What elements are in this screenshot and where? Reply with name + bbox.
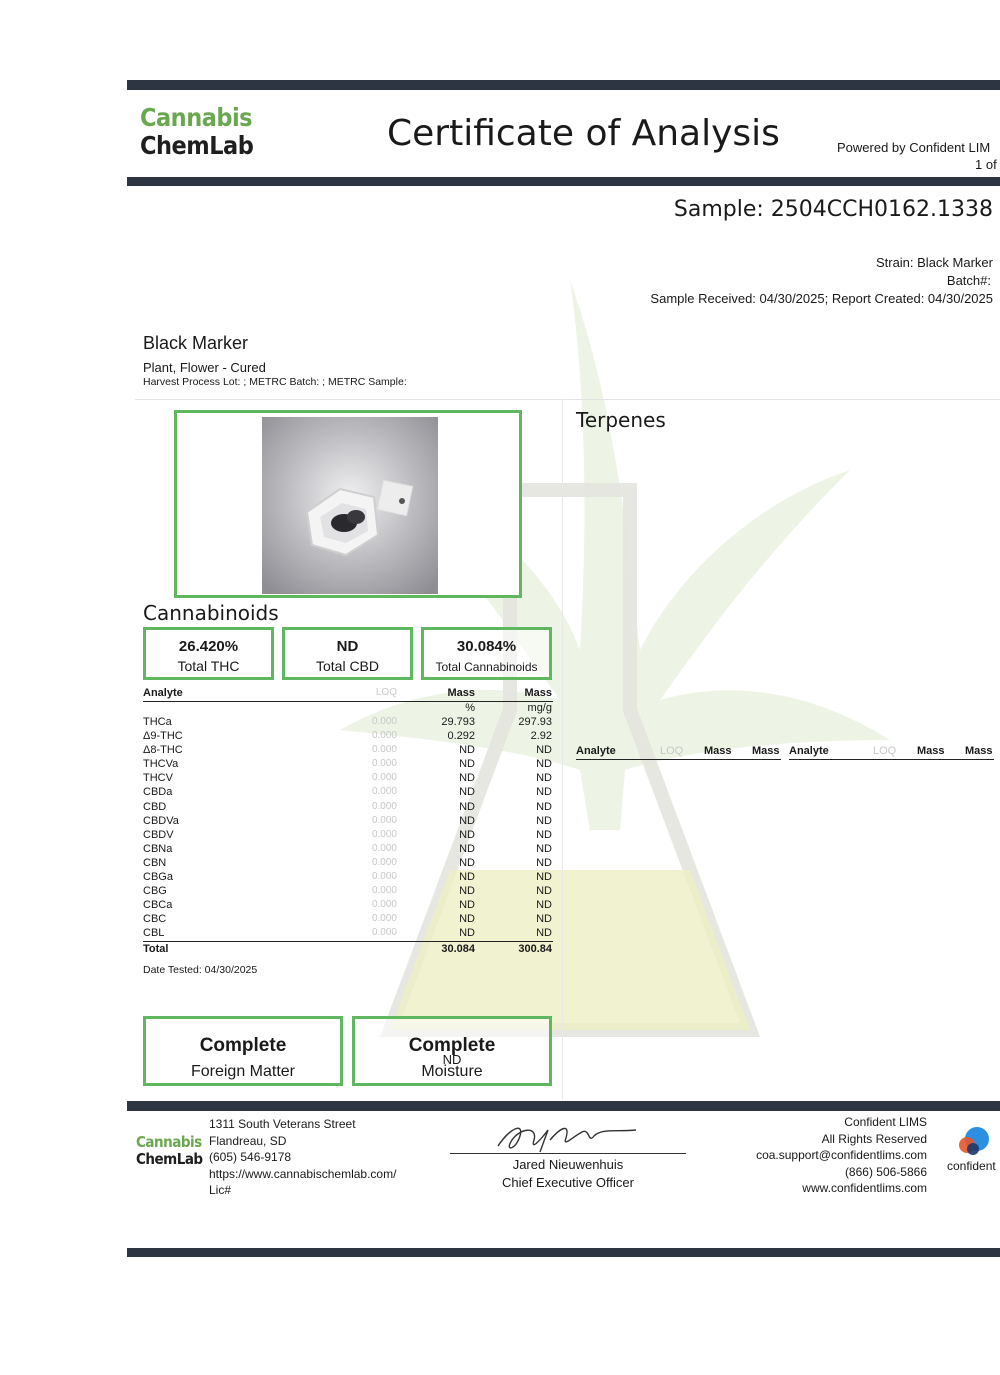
loq-cell: 0.000 — [371, 814, 397, 826]
mass-mg-cell: ND — [536, 885, 552, 898]
mass-pct-cell: ND — [459, 758, 475, 771]
product-photo-frame — [174, 410, 522, 598]
signer-title: Chief Executive Officer — [502, 1175, 634, 1190]
address-website-link[interactable]: https://www.cannabischemlab.com/ — [209, 1166, 397, 1181]
product-photo — [262, 417, 438, 594]
total-label: Total — [143, 942, 169, 955]
analyte-cell: CBDV — [143, 828, 174, 841]
analyte-cell: CBC — [143, 913, 167, 926]
analyte-cell: THCa — [143, 716, 172, 728]
mass-pct-cell: ND — [459, 772, 475, 785]
top-rule — [127, 80, 1000, 90]
loq-cell: 0.000 — [371, 716, 397, 727]
table-row — [143, 842, 553, 856]
analyte-cell: CBGa — [143, 871, 173, 884]
mass-pct-cell: ND — [459, 800, 475, 813]
terp-col-analyte: Analyte — [789, 745, 829, 757]
mass-pct-cell: ND — [459, 913, 475, 926]
address-license: Lic# — [209, 1183, 232, 1197]
strain: Strain: Black Marker — [875, 255, 993, 270]
loq-cell: 0.000 — [371, 871, 397, 883]
terp-col-loq: LOQ — [873, 745, 897, 757]
summary-value: 30.084% — [456, 638, 517, 655]
unit-pct: % — [465, 702, 475, 714]
analyte-cell: Δ9-THC — [143, 730, 183, 743]
analyte-cell: CBCa — [143, 899, 173, 912]
lims-email-link[interactable]: coa.support@confidentlims.com — [756, 1148, 927, 1162]
page-title: Certificate of Analysis — [387, 113, 780, 154]
loq-cell: 0.000 — [371, 758, 397, 770]
table-body — [143, 715, 553, 941]
mass-mg-cell: ND — [536, 927, 552, 940]
product-type: Plant, Flower - Cured — [143, 360, 266, 375]
mass-mg-cell: ND — [536, 899, 552, 912]
header-logo — [140, 104, 253, 160]
test-note: ND — [442, 1052, 462, 1067]
mass-pct-cell: ND — [459, 744, 475, 757]
summary-value: 26.420% — [178, 638, 239, 655]
address-street: 1311 South Veterans Street — [209, 1117, 356, 1131]
loq-cell: 0.000 — [371, 772, 397, 784]
mass-pct-cell: ND — [459, 856, 475, 869]
mass-mg-cell: ND — [536, 786, 552, 799]
summary-total-cbd — [282, 627, 413, 680]
summary-label: Total THC — [177, 658, 240, 674]
test-status: Complete — [408, 1035, 496, 1056]
mass-pct-cell: 29.793 — [441, 716, 475, 728]
confident-logo-icon — [957, 1125, 993, 1157]
analyte-cell: CBN — [143, 856, 167, 869]
table-total-row — [143, 941, 553, 956]
page-count: 1 of — [975, 157, 997, 172]
footer-address — [209, 1116, 396, 1199]
address-city: Flandreau, SD — [209, 1133, 287, 1148]
mass-mg-cell: ND — [536, 856, 552, 869]
terp-col-mass2: Mass — [965, 745, 993, 757]
analyte-cell: THCV — [143, 772, 173, 785]
confident-logo-text: confident — [947, 1159, 996, 1173]
powered-by: Powered by Confident LIM — [837, 140, 991, 155]
table-row — [143, 912, 553, 926]
mass-mg-cell: ND — [536, 744, 552, 757]
mass-mg-cell: ND — [536, 871, 552, 884]
footer-logo — [136, 1134, 203, 1168]
batch: Batch#: — [946, 273, 991, 288]
footer-rule — [127, 1101, 1000, 1111]
summary-label: Total CBD — [315, 658, 380, 674]
loq-cell: 0.000 — [371, 800, 397, 812]
mass-pct-cell: ND — [459, 885, 475, 898]
table-units — [143, 702, 553, 715]
table-row — [143, 828, 553, 842]
signature-line — [450, 1153, 686, 1154]
test-moisture — [352, 1016, 552, 1086]
mass-pct-cell: ND — [459, 899, 475, 912]
watermark-leaf-flask — [330, 270, 1000, 1100]
loq-cell: 0.000 — [371, 744, 397, 756]
footer-lims — [756, 1114, 927, 1197]
unit-mg: mg/g — [527, 702, 552, 714]
total-pct: 30.084 — [441, 942, 475, 955]
analyte-cell: CBD — [143, 800, 167, 813]
mass-mg-cell: ND — [536, 842, 552, 855]
table-row — [143, 898, 553, 912]
mass-pct-cell: ND — [459, 786, 475, 799]
table-row — [143, 856, 553, 870]
signature — [490, 1118, 640, 1156]
terp-col-analyte: Analyte — [576, 745, 616, 757]
loq-cell: 0.000 — [371, 899, 397, 911]
analyte-cell: CBL — [143, 927, 165, 940]
mass-pct-cell: ND — [459, 871, 475, 884]
loq-cell: 0.000 — [371, 885, 397, 897]
table-row — [143, 884, 553, 898]
analyte-cell: Δ8-THC — [143, 744, 183, 757]
mass-mg-cell: ND — [536, 758, 552, 771]
table-row — [143, 814, 553, 828]
table-row — [143, 743, 553, 757]
address-phone: (605) 546-9178 — [209, 1150, 292, 1164]
mass-mg-cell: 2.92 — [530, 730, 552, 743]
analyte-cell: CBNa — [143, 842, 173, 855]
lims-website-link[interactable]: www.confidentlims.com — [802, 1181, 927, 1195]
logo-text-cannabis: Cannabis — [140, 103, 253, 132]
footer-logo-chemlab: ChemLab — [136, 1150, 203, 1168]
header-rule — [127, 177, 1000, 186]
terp-col-loq: LOQ — [660, 745, 684, 757]
analyte-cell: CBDVa — [143, 814, 179, 827]
product-name: Black Marker — [143, 333, 249, 353]
col-analyte: Analyte — [143, 687, 183, 699]
terpenes-heading: Terpenes — [576, 408, 666, 432]
mass-mg-cell: ND — [536, 913, 552, 926]
mass-mg-cell: ND — [536, 828, 552, 841]
summary-total-thc — [143, 627, 274, 680]
mass-pct-cell: ND — [459, 828, 475, 841]
loq-cell: 0.000 — [371, 927, 397, 939]
column-divider — [562, 399, 563, 1099]
sample-dates: Sample Received: 04/30/2025; Report Created: 04/30/2025 — [650, 291, 993, 306]
mass-pct-cell: ND — [459, 814, 475, 827]
mass-pct-cell: ND — [459, 927, 475, 940]
mass-pct-cell: ND — [459, 842, 475, 855]
test-status: Complete — [199, 1035, 287, 1056]
col-loq: LOQ — [375, 687, 397, 698]
summary-total-cannabinoids — [421, 627, 552, 680]
footer-logo-cannabis: Cannabis — [136, 1133, 202, 1151]
table-row — [143, 800, 553, 814]
summary-value: ND — [336, 638, 359, 655]
loq-cell: 0.000 — [371, 730, 397, 742]
table-row — [143, 926, 553, 940]
logo-text-chemlab: ChemLab — [140, 131, 254, 160]
loq-cell: 0.000 — [371, 856, 397, 868]
date-tested: Date Tested: 04/30/2025 — [143, 964, 258, 976]
table-row — [143, 757, 553, 771]
table-row — [143, 785, 553, 799]
loq-cell: 0.000 — [371, 913, 397, 925]
terp-col-mass2: Mass — [752, 745, 780, 757]
col-mass-mg: Mass — [524, 687, 552, 699]
col-mass-pct: Mass — [447, 687, 475, 699]
signer-name: Jared Nieuwenhuis — [512, 1157, 624, 1172]
mass-mg-cell: ND — [536, 814, 552, 827]
section-divider — [135, 399, 1000, 400]
analyte-cell: THCVa — [143, 758, 179, 771]
mass-pct-cell: 0.292 — [447, 730, 475, 743]
loq-cell: 0.000 — [371, 786, 397, 798]
product-lots: Harvest Process Lot: ; METRC Batch: ; METRC Sample: — [143, 376, 407, 388]
total-mg: 300.84 — [518, 942, 552, 955]
bottom-rule — [127, 1248, 1000, 1257]
loq-cell: 0.000 — [371, 828, 397, 840]
analyte-cell: CBG — [143, 885, 167, 898]
analyte-cell: CBDa — [143, 786, 173, 799]
table-header — [143, 687, 553, 702]
lims-rights: All Rights Reserved — [821, 1131, 927, 1146]
table-row — [143, 729, 553, 743]
mass-mg-cell: 297.93 — [518, 716, 552, 728]
table-row — [143, 715, 553, 729]
lims-name: Confident LIMS — [844, 1115, 927, 1129]
loq-cell: 0.000 — [371, 842, 397, 854]
cannabinoids-heading: Cannabinoids — [143, 601, 279, 625]
summary-label: Total Cannabinoids — [435, 660, 538, 674]
test-foreign-matter — [143, 1016, 343, 1086]
terpenes-table-header-left — [576, 745, 781, 760]
test-label: Moisture — [421, 1063, 483, 1080]
terpenes-table-header-right — [789, 745, 994, 760]
table-row — [143, 870, 553, 884]
terp-col-mass1: Mass — [917, 745, 945, 757]
lims-phone: (866) 506-5866 — [844, 1164, 927, 1179]
cannabinoids-table — [143, 687, 553, 956]
table-row — [143, 771, 553, 785]
mass-mg-cell: ND — [536, 800, 552, 813]
test-label: Foreign Matter — [190, 1063, 296, 1080]
mass-mg-cell: ND — [536, 772, 552, 785]
terp-col-mass1: Mass — [704, 745, 732, 757]
sample-id: Sample: 2504CCH0162.1338 — [673, 197, 993, 222]
